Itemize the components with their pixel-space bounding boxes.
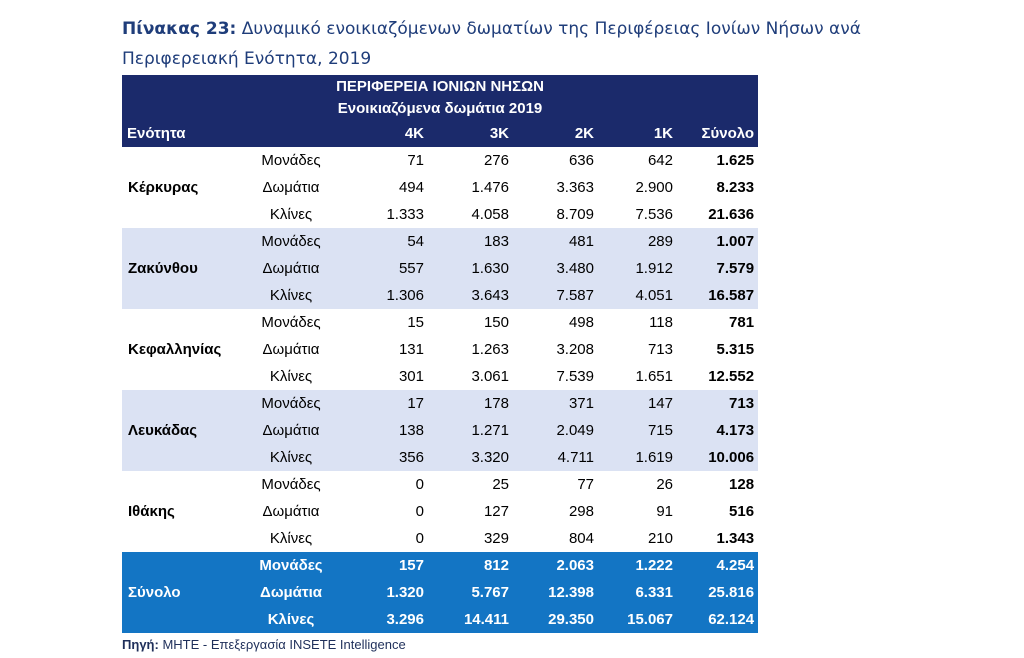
- value-4k: 54: [331, 228, 430, 255]
- metric-label: Δωμάτια: [251, 579, 331, 606]
- value-total: 62.124: [679, 606, 758, 633]
- value-1k: 15.067: [600, 606, 679, 633]
- value-total: 781: [729, 314, 755, 331]
- value-2k: 636: [568, 152, 594, 169]
- metric-label: Δωμάτια: [251, 255, 331, 282]
- table-caption: [122, 14, 902, 74]
- value-3k: 25: [492, 476, 509, 493]
- header-subtitle: Ενοικιαζόμενα δωμάτια 2019: [122, 97, 758, 119]
- value-total: 713: [679, 390, 758, 417]
- value-1k: 1.651: [635, 368, 673, 385]
- total-row: [122, 552, 758, 579]
- value-1k: 6.331: [600, 579, 679, 606]
- metric-label: Κλίνες: [251, 282, 331, 309]
- value-2k: 481: [515, 228, 600, 255]
- metric-label: Κλίνες: [251, 444, 331, 471]
- value-3k: 178: [430, 390, 515, 417]
- value-1k: 1.912: [600, 255, 679, 282]
- value-total: 1.343: [716, 530, 755, 547]
- value-total: 16.587: [679, 282, 758, 309]
- metric-label: Κλίνες: [269, 368, 313, 385]
- value-4k: 71: [407, 152, 424, 169]
- table-row: [122, 309, 758, 336]
- value-total: 128: [729, 476, 755, 493]
- metric-label: Μονάδες: [251, 228, 331, 255]
- value-2k: 29.350: [515, 606, 600, 633]
- value-4k: 138: [331, 417, 430, 444]
- header-row-1: [122, 75, 758, 97]
- header-row-2: [122, 97, 758, 119]
- value-4k: 356: [331, 444, 430, 471]
- value-4k: 494: [398, 179, 424, 196]
- value-3k: 1.271: [430, 417, 515, 444]
- metric-label: Μονάδες: [261, 314, 321, 331]
- value-4k: 0: [415, 503, 424, 520]
- table-header: [122, 75, 758, 147]
- value-1k: 91: [656, 503, 673, 520]
- value-2k: 298: [568, 503, 594, 520]
- metric-label: Μονάδες: [251, 390, 331, 417]
- value-total: 10.006: [679, 444, 758, 471]
- value-4k: 301: [398, 368, 424, 385]
- rental-rooms-table: [122, 75, 758, 633]
- value-2k: 2.049: [515, 417, 600, 444]
- value-1k: 4.051: [600, 282, 679, 309]
- col-header-total: Σύνολο: [679, 119, 758, 147]
- region-name: Ιθάκης: [128, 503, 175, 520]
- col-header-2k: 2Κ: [515, 119, 600, 147]
- value-total: 1.625: [716, 152, 755, 169]
- value-3k: 4.058: [471, 206, 509, 223]
- value-4k: 15: [407, 314, 424, 331]
- value-3k: 3.320: [430, 444, 515, 471]
- value-2k: 7.587: [515, 282, 600, 309]
- source-text: ΜΗΤΕ - Επεξεργασία INSETE Intelligence: [162, 637, 406, 652]
- value-1k: 289: [600, 228, 679, 255]
- value-2k: 804: [568, 530, 594, 547]
- value-1k: 642: [647, 152, 673, 169]
- value-2k: 498: [568, 314, 594, 331]
- value-total: 4.254: [679, 552, 758, 579]
- table-row: [122, 390, 758, 417]
- value-3k: 1.476: [471, 179, 509, 196]
- metric-label: Δωμάτια: [262, 503, 320, 520]
- value-4k: 0: [415, 476, 424, 493]
- value-1k: 7.536: [635, 206, 673, 223]
- value-1k: 118: [649, 314, 673, 331]
- value-4k: 1.333: [386, 206, 424, 223]
- metric-label: Μονάδες: [261, 152, 321, 169]
- value-3k: 1.263: [471, 341, 509, 358]
- value-1k: 147: [600, 390, 679, 417]
- value-4k: 3.296: [331, 606, 430, 633]
- caption-text: Δυναμικό ενοικιαζόμενων δωματίων της Περιφέρειας Ιονίων Νήσων ανά Περιφερειακή Ενότητα, 2019: [122, 19, 861, 69]
- value-3k: 3.061: [471, 368, 509, 385]
- table-row: [122, 471, 758, 498]
- metric-label: Δωμάτια: [262, 341, 320, 358]
- region-name: Ζακύνθου: [122, 228, 251, 309]
- table-body: [122, 147, 758, 633]
- col-header-metric: [251, 119, 331, 147]
- value-1k: 2.900: [635, 179, 673, 196]
- value-2k: 12.398: [515, 579, 600, 606]
- value-3k: 812: [430, 552, 515, 579]
- value-4k: 1.320: [331, 579, 430, 606]
- value-3k: 150: [483, 314, 509, 331]
- value-total: 4.173: [679, 417, 758, 444]
- value-2k: 3.363: [556, 179, 594, 196]
- value-2k: 8.709: [556, 206, 594, 223]
- value-1k: 1.222: [600, 552, 679, 579]
- value-total: 25.816: [679, 579, 758, 606]
- value-4k: 1.306: [331, 282, 430, 309]
- value-3k: 14.411: [430, 606, 515, 633]
- header-row-3: [122, 119, 758, 147]
- value-1k: 26: [656, 476, 673, 493]
- metric-label: Κλίνες: [269, 206, 313, 223]
- value-2k: 4.711: [515, 444, 600, 471]
- value-4k: 557: [331, 255, 430, 282]
- metric-label: Κλίνες: [269, 530, 313, 547]
- value-2k: 2.063: [515, 552, 600, 579]
- metric-label: Δωμάτια: [262, 179, 320, 196]
- value-3k: 276: [483, 152, 509, 169]
- value-1k: 1.619: [600, 444, 679, 471]
- value-4k: 17: [331, 390, 430, 417]
- region-name: Κέρκυρας: [128, 179, 199, 196]
- col-header-unit: Ενότητα: [122, 119, 251, 147]
- value-2k: 371: [515, 390, 600, 417]
- value-total: 5.315: [716, 341, 755, 358]
- col-header-3k: 3Κ: [430, 119, 515, 147]
- metric-label: Δωμάτια: [251, 417, 331, 444]
- value-3k: 183: [430, 228, 515, 255]
- source-label: Πηγή:: [122, 637, 159, 652]
- value-1k: 713: [647, 341, 673, 358]
- value-2k: 3.480: [515, 255, 600, 282]
- value-total: 12.552: [708, 368, 755, 385]
- value-total: 1.007: [679, 228, 758, 255]
- metric-label: Μονάδες: [261, 476, 321, 493]
- value-3k: 5.767: [430, 579, 515, 606]
- value-3k: 127: [483, 503, 509, 520]
- table-row: [122, 228, 758, 255]
- value-total: 21.636: [708, 206, 755, 223]
- region-name: Κεφαλληνίας: [128, 341, 222, 358]
- value-1k: 715: [600, 417, 679, 444]
- value-3k: 329: [483, 530, 509, 547]
- value-total: 516: [729, 503, 755, 520]
- region-name: Λευκάδας: [122, 390, 251, 471]
- value-4k: 0: [415, 530, 424, 547]
- col-header-4k: 4Κ: [331, 119, 430, 147]
- value-4k: 157: [331, 552, 430, 579]
- value-2k: 77: [577, 476, 594, 493]
- value-4k: 131: [398, 341, 424, 358]
- table-row: [122, 147, 758, 174]
- value-2k: 7.539: [556, 368, 594, 385]
- source-note: [122, 637, 406, 652]
- caption-label: Πίνακας 23:: [122, 19, 237, 39]
- value-total: 8.233: [716, 179, 755, 196]
- value-3k: 1.630: [430, 255, 515, 282]
- value-3k: 3.643: [430, 282, 515, 309]
- col-header-1k: 1Κ: [600, 119, 679, 147]
- value-1k: 210: [647, 530, 673, 547]
- metric-label: Κλίνες: [251, 606, 331, 633]
- value-total: 7.579: [679, 255, 758, 282]
- total-label: Σύνολο: [122, 552, 251, 633]
- header-region-title: ΠΕΡΙΦΕΡΕΙΑ ΙΟΝΙΩΝ ΝΗΣΩΝ: [122, 75, 758, 97]
- metric-label: Μονάδες: [251, 552, 331, 579]
- value-2k: 3.208: [556, 341, 594, 358]
